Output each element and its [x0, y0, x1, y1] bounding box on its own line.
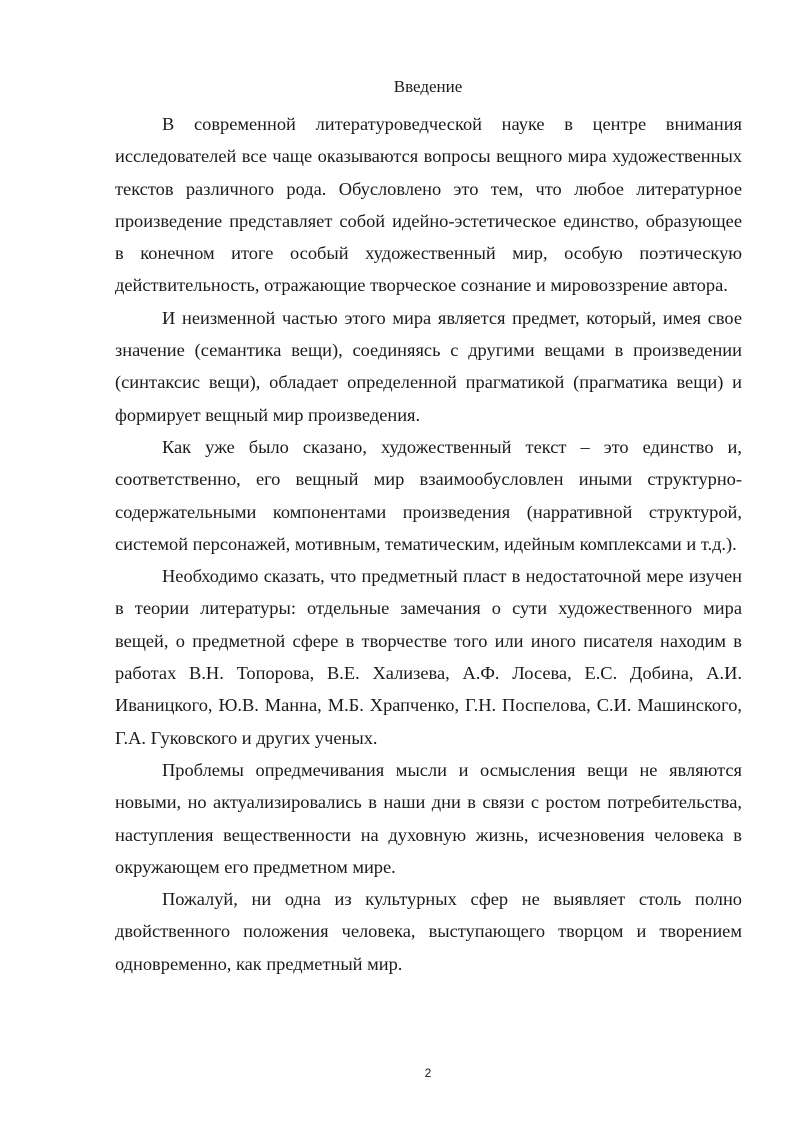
page-number: 2	[424, 1066, 432, 1080]
paragraph-4: Необходимо сказать, что предметный пласт в недостаточной мере изучен в теории литературы: отдельные замечания о сути художественного мира вещей, о предметной сфере в творчестве того или иного писателя находим в работах В.Н. Топорова, В.Е. Хализева, А.Ф. Лосева, Е.С. Добина, А.И. Иваницкого, Ю.В. Манна, М.Б. Храпченко, Г.Н. Поспелова, С.И. Машинского, Г.А. Гуковского и других ученых.	[115, 566, 742, 748]
paragraph-2: И неизменной частью этого мира является предмет, который, имея свое значение (семантика вещи), соединяясь с другими вещами в произведении (синтаксис вещи), обладает определенной прагматикой (прагматика вещи) и формирует вещный мир произведения.	[115, 307, 742, 425]
paragraph-3: Как уже было сказано, художественный текст – это единство и, соответственно, его вещный мир взаимообусловлен иными структурно-содержательными компонентами произведения (нарративной структурой, системой персонажей, мотивным, тематическим, идейным комплексами и т.д.).	[115, 436, 742, 554]
paragraph-5: Проблемы опредмечивания мысли и осмысления вещи не являются новыми, но актуализировались в наши дни в связи с ростом потребительства, наступления вещественности на духовную жизнь, исчезновения человека в окружающем его предметном мире.	[115, 759, 742, 877]
paragraph-1: В современной литературоведческой науке в центре внимания исследователей все чаще оказываются вопросы вещного мира художественных текстов различного рода. Обусловлено это тем, что любое литературное произведение представляет собой идейно-эстетическое единство, образующее в конечном итоге особый художественный мир, особую поэтическую действительность, отражающие творческое сознание и мировоззрение автора.	[115, 114, 742, 296]
body-text	[115, 108, 742, 980]
paragraph-6: Пожалуй, ни одна из культурных сфер не выявляет столь полно двойственного положения человека, выступающего творцом и творением одновременно, как предметный мир.	[115, 889, 742, 974]
section-heading: Введение	[393, 77, 463, 96]
